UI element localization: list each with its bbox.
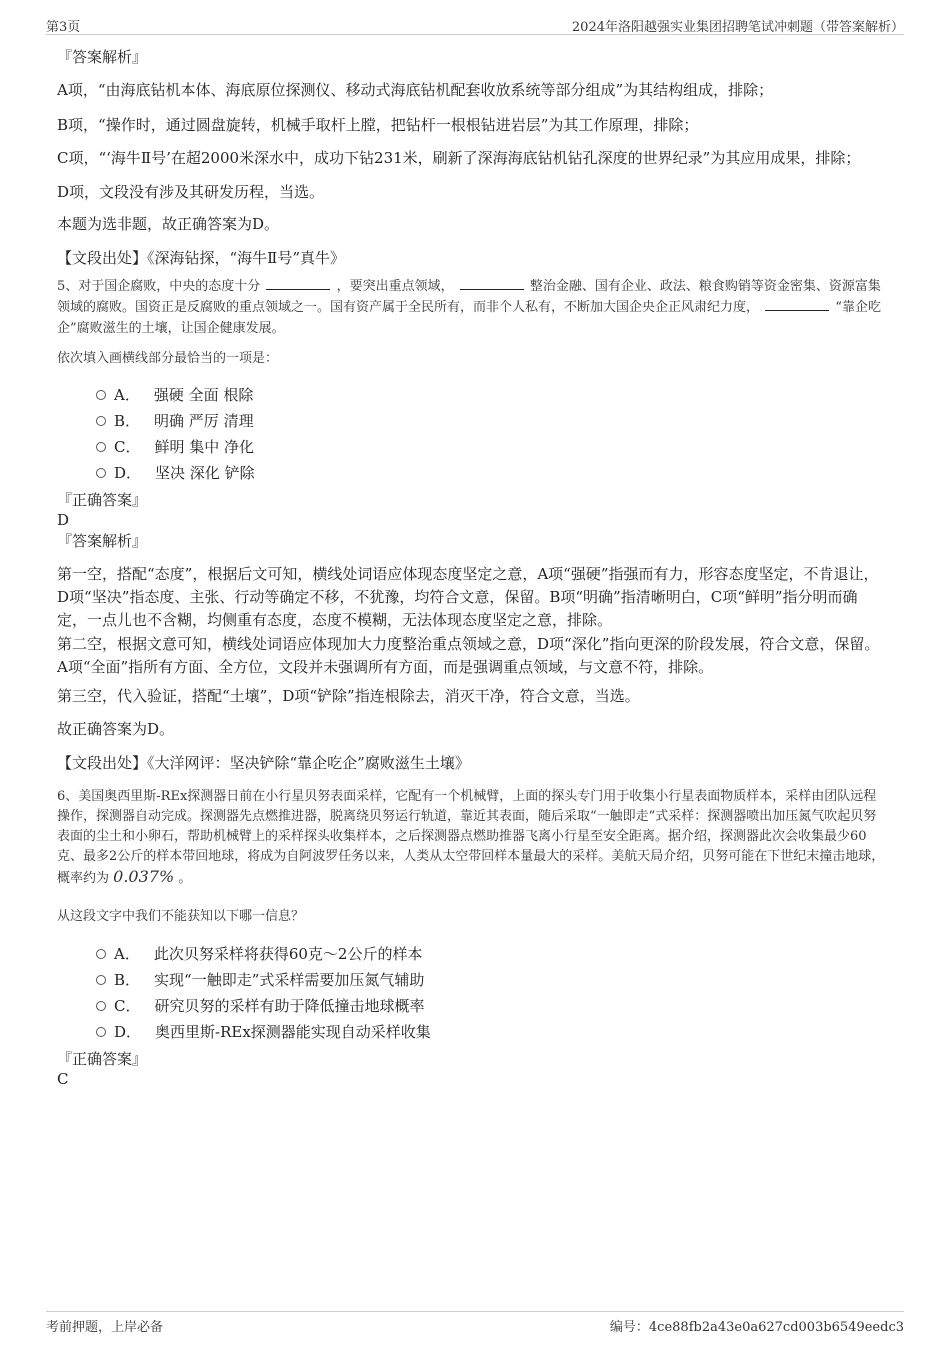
q6-option-b[interactable]: B． 实现“一触即走”式采样需要加压氮气辅助 — [96, 970, 424, 990]
page-footer — [46, 1311, 904, 1336]
q4-analysis-label: 『答案解析』 — [57, 48, 148, 66]
radio-icon[interactable] — [96, 468, 106, 478]
q5-option-a[interactable]: A． 强硬 全面 根除 — [96, 385, 253, 405]
q5-analysis-1: 第一空，搭配“态度”，根据后文可知，横线处词语应体现态度坚定之意，A项“强硬”指强而有力，形容态度坚定，不肯退让，D项“坚决”指态度、主张、行动等确定不移，不犹豫，均符合文意，保留。B项“明确”指清晰明白，C项“鲜明”指分明而确定，一点儿也不含糊，均侧重有态度，态度不模糊，无法体现态度坚定之意，排除。 — [57, 565, 879, 629]
q6-option-c[interactable]: C． 研究贝努的采样有助于降低撞击地球概率 — [96, 996, 425, 1016]
q6-stem-end: 。 — [178, 871, 192, 886]
document-id: 编号：4ce88fb2a43e0a627cd003b6549eedc3 — [609, 1320, 904, 1335]
radio-icon[interactable] — [96, 416, 106, 426]
footer-slogan: 考前押题，上岸必备 — [46, 1320, 164, 1335]
q5-prompt: 依次填入画横线部分最恰当的一项是： — [57, 351, 279, 366]
page-number: 第3页 — [46, 20, 81, 35]
radio-icon[interactable] — [96, 975, 106, 985]
radio-icon[interactable] — [96, 1027, 106, 1037]
radio-icon[interactable] — [96, 949, 106, 959]
q5-stem — [57, 276, 887, 339]
q5-option-d[interactable]: D． 坚决 深化 铲除 — [96, 463, 255, 483]
q5-blank-2 — [460, 277, 524, 290]
radio-icon[interactable] — [96, 390, 106, 400]
q6-stem — [57, 787, 887, 889]
q6-option-d[interactable]: D． 奥西里斯-REx探测器能实现自动采样收集 — [96, 1022, 431, 1042]
q5-stem-part-3: 整治金融、国有企业、政法、粮食购销等资金密集、资源富集领域的腐败。国资正是反腐败的重点领域之一。国有资产属于全民所有，而非个人私有，不断加大国企央企正风肃纪力度， — [57, 279, 881, 315]
q5-stem-part-1: 5、对于国企腐败，中央的态度十分 — [57, 279, 261, 294]
q4-conclusion: 本题为选非题，故正确答案为D。 — [57, 215, 280, 233]
q5-blank-3 — [765, 298, 829, 311]
q6-answer: C — [57, 1070, 69, 1088]
q6-stem-text: 6、美国奥西里斯-REx探测器日前在小行星贝努表面采样，它配有一个机械臂，上面的探头专门用于收集小行星表面物质样本，采样由团队远程操作，探测器自动完成。探测器先点燃推进器，脱离绕贝努运行轨道，靠近其表面，随后采取“一触即走”式采样：探测器喷出加压氮气吹起贝努表面的尘土和小卵石，帮助机械臂上的采样探头收集样本，之后探测器点燃助推器飞离小行星至安全距离。据介绍，探测器此次会收集最少60克、最多2公斤的样本带回地球，将成为自阿波罗任务以来，人类从太空带回样本量最大的采样。美航天局介绍，贝努可能在下世纪末撞击地球，概率约为 — [57, 789, 885, 886]
q4-analysis-a: A项，“由海底钻机本体、海底原位探测仪、移动式海底钻机配套收放系统等部分组成”为其结构组成，排除； — [57, 81, 774, 99]
q5-conclusion: 故正确答案为D。 — [57, 720, 175, 738]
q6-prompt: 从这段文字中我们不能获知以下哪一信息？ — [57, 909, 305, 924]
q5-option-c[interactable]: C． 鲜明 集中 净化 — [96, 437, 254, 457]
q5-answer-label: 『正确答案』 — [57, 491, 148, 509]
q4-analysis-c: C项，“‘海牛Ⅱ号’在超2000米深水中，成功下钻231米，刷新了深海海底钻机钻孔深度的世界纪录”为其应用成果，排除； — [57, 149, 861, 167]
q5-option-b[interactable]: B． 明确 严厉 清理 — [96, 411, 254, 431]
q4-analysis-d: D项，文段没有涉及其研发历程，当选。 — [57, 183, 325, 201]
q5-analysis-2: 第二空，根据文意可知，横线处词语应体现加大力度整治重点领域之意，D项“深化”指向更深的阶段发展，符合文意，保留。A项“全面”指所有方面、全方位，文段并未强调所有方面，而是强调重点领域，与文意不符，排除。 — [57, 635, 880, 676]
q6-answer-label: 『正确答案』 — [57, 1050, 148, 1068]
radio-icon[interactable] — [96, 1001, 106, 1011]
q5-stem-part-2: ，要突出重点领域， — [336, 279, 454, 294]
page-header — [46, 14, 904, 35]
radio-icon[interactable] — [96, 442, 106, 452]
q6-option-a[interactable]: A． 此次贝努采样将获得60克～2公斤的样本 — [96, 944, 422, 964]
q4-analysis-b: B项，“操作时，通过圆盘旋转，机械手取杆上膛，把钻杆一根根钻进岩层”为其工作原理，排除； — [57, 116, 699, 134]
q5-blank-1 — [266, 277, 330, 290]
q5-analysis-3: 第三空，代入验证，搭配“土壤”，D项“铲除”指连根除去，消灭干净，符合文意，当选。 — [57, 687, 640, 705]
document-title: 2024年洛阳越强实业集团招聘笔试冲刺题（带答案解析） — [571, 20, 904, 35]
q5-answer: D — [57, 511, 70, 529]
q5-stem-part-4: “靠企吃企”腐败滋生的土壤，让国企健康发展。 — [57, 300, 881, 336]
q5-source: 【文段出处】《大洋网评：坚决铲除“靠企吃企”腐败滋生土壤》 — [57, 754, 470, 772]
q5-analysis-label: 『答案解析』 — [57, 532, 148, 550]
q4-source: 【文段出处】《深海钻探，“海牛Ⅱ号”真牛》 — [57, 249, 346, 267]
q6-probability: 0.037% — [113, 867, 175, 886]
